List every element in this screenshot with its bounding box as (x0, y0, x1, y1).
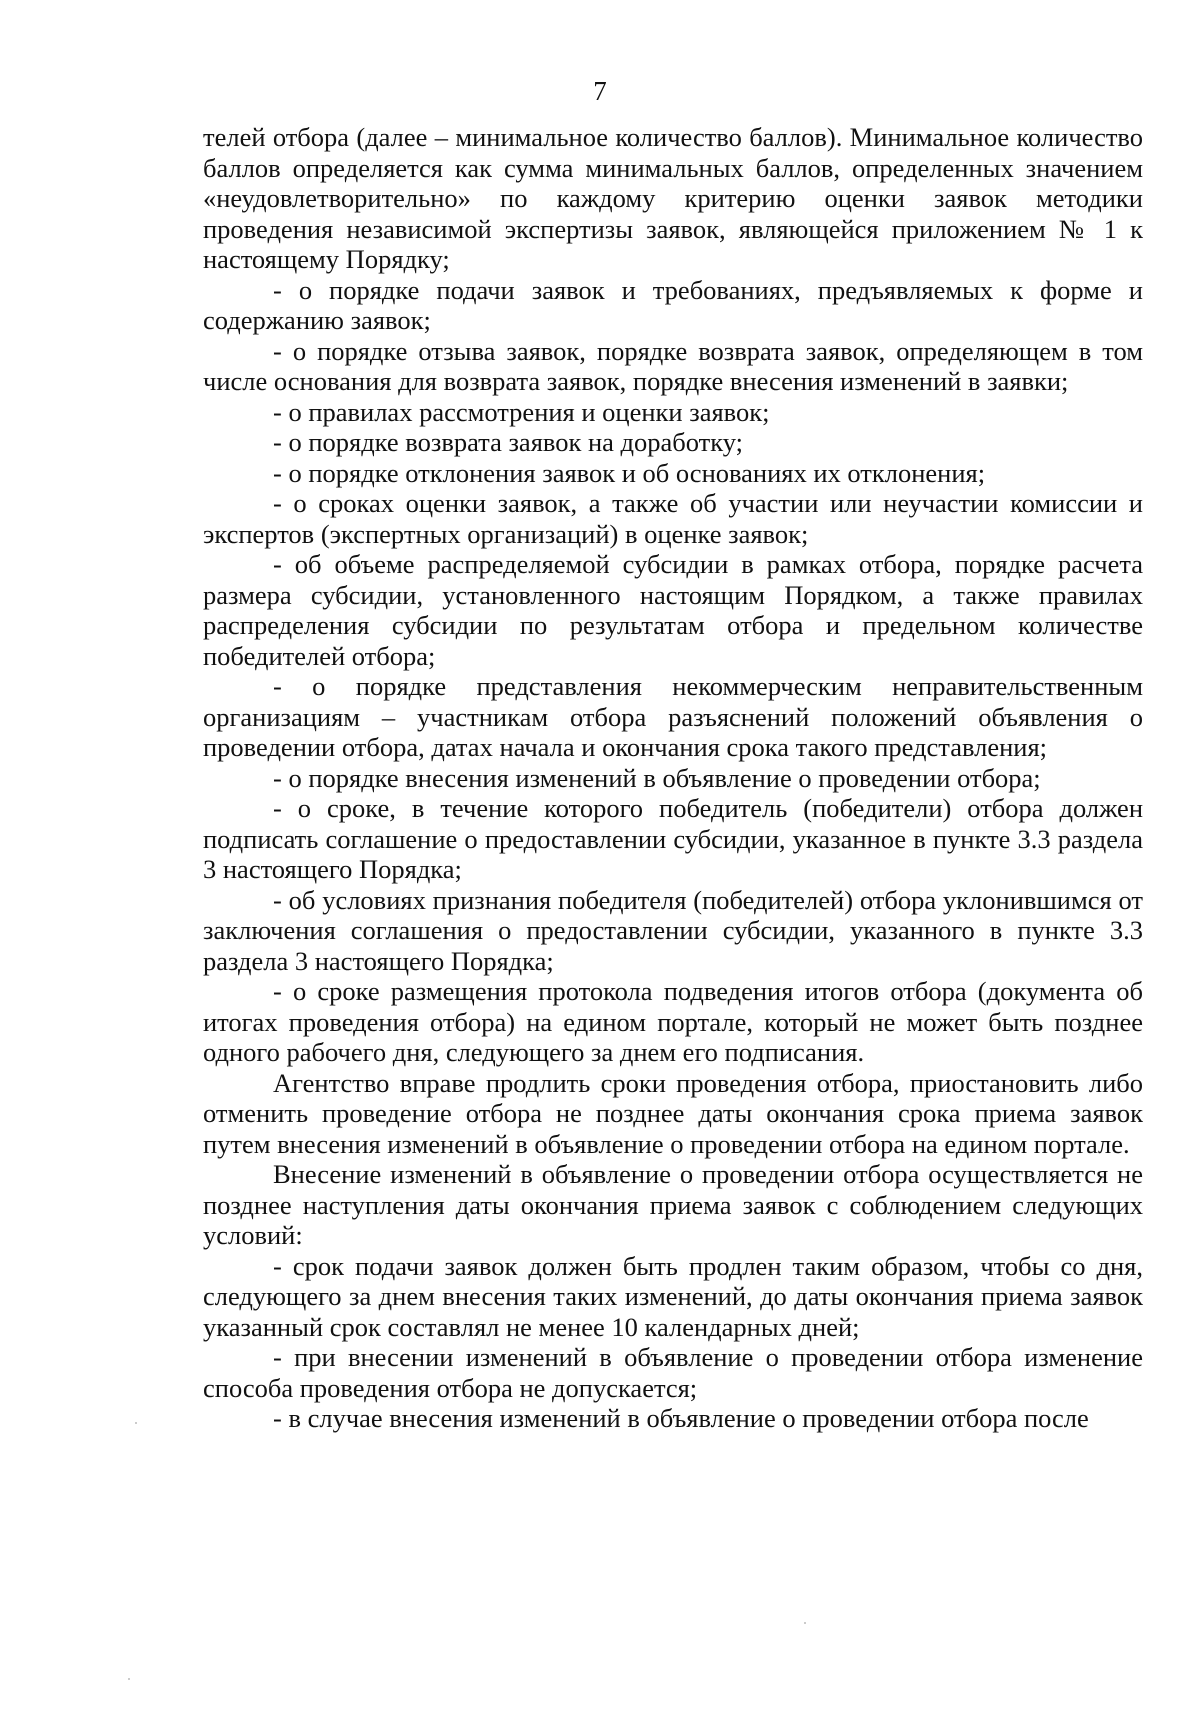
paragraph-continuation: телей отбора (далее – минимальное количество баллов). Минимальное количество баллов определяется как сумма минимальных баллов, определенных значением «неудовлетворительно» по каждому критерию оценки заявок методики проведения независимой экспертизы заявок, являющейся приложением № 1 к настоящему Порядку; (203, 122, 1143, 274)
scan-speck (804, 1622, 806, 1624)
list-item: - срок подачи заявок должен быть продлен таким образом, чтобы со дня, следующего за днем внесения таких изменений, до даты окончания приема заявок указанный срок составлял не менее 10 календарных дней; (203, 1250, 1143, 1342)
list-item: - в случае внесения изменений в объявление о проведении отбора после (273, 1403, 1089, 1433)
scan-speck (135, 1422, 137, 1424)
list-item: - о порядке представления некоммерческим неправительственным организациям – участникам отбора разъяснений положений объявления о проведении отбора, датах начала и окончания срока такого представления; (203, 671, 1143, 762)
list-item: - о правилах рассмотрения и оценки заявок; (273, 396, 770, 427)
list-item: - об условиях признания победителя (победителей) отбора уклонившимся от заключения соглашения о предоставлении субсидии, указанного в пункте 3.3 раздела 3 настоящего Порядка; (203, 884, 1143, 976)
paragraph: Агентство вправе продлить сроки проведения отбора, приостановить либо отменить проведение отбора не позднее даты окончания срока приема заявок путем внесения изменений в объявление о проведении отбора на едином портале. (203, 1067, 1143, 1159)
page-number: 7 (593, 76, 607, 106)
list-item: - о сроках оценки заявок, а также об участии или неучастии комиссии и экспертов (экспертных организаций) в оценке заявок; (203, 488, 1143, 549)
paragraph: Внесение изменений в объявление о проведении отбора осуществляется не позднее наступления даты окончания приема заявок с соблюдением следующих условий: (203, 1159, 1143, 1250)
document-body (203, 122, 1143, 1434)
list-item: - при внесении изменений в объявление о проведении отбора изменение способа проведения отбора не допускается; (203, 1342, 1143, 1403)
list-item: - о сроке, в течение которого победитель (победители) отбора должен подписать соглашение о предоставлении субсидии, указанное в пункте 3.3 раздела 3 настоящего Порядка; (203, 793, 1143, 884)
scan-speck (128, 1678, 130, 1680)
list-item: - об объеме распределяемой субсидии в рамках отбора, порядке расчета размера субсидии, установленного настоящим Порядком, а также правилах распределения субсидии по результатам отбора и предельном количестве победителей отбора; (203, 549, 1143, 671)
list-item: - о порядке отзыва заявок, порядке возврата заявок, определяющем в том числе основания для возврата заявок, порядке внесения изменений в заявки; (203, 335, 1143, 396)
list-item: - о сроке размещения протокола подведения итогов отбора (документа об итогах проведения отбора) на едином портале, который не может быть позднее одного рабочего дня, следующего за днем его подписания. (203, 976, 1143, 1067)
list-item: - о порядке отклонения заявок и об основаниях их отклонения; (273, 457, 986, 488)
list-item: - о порядке подачи заявок и требованиях, предъявляемых к форме и содержанию заявок; (203, 274, 1143, 335)
list-item: - о порядке внесения изменений в объявление о проведении отбора; (273, 762, 1041, 793)
list-item: - о порядке возврата заявок на доработку; (273, 427, 743, 457)
